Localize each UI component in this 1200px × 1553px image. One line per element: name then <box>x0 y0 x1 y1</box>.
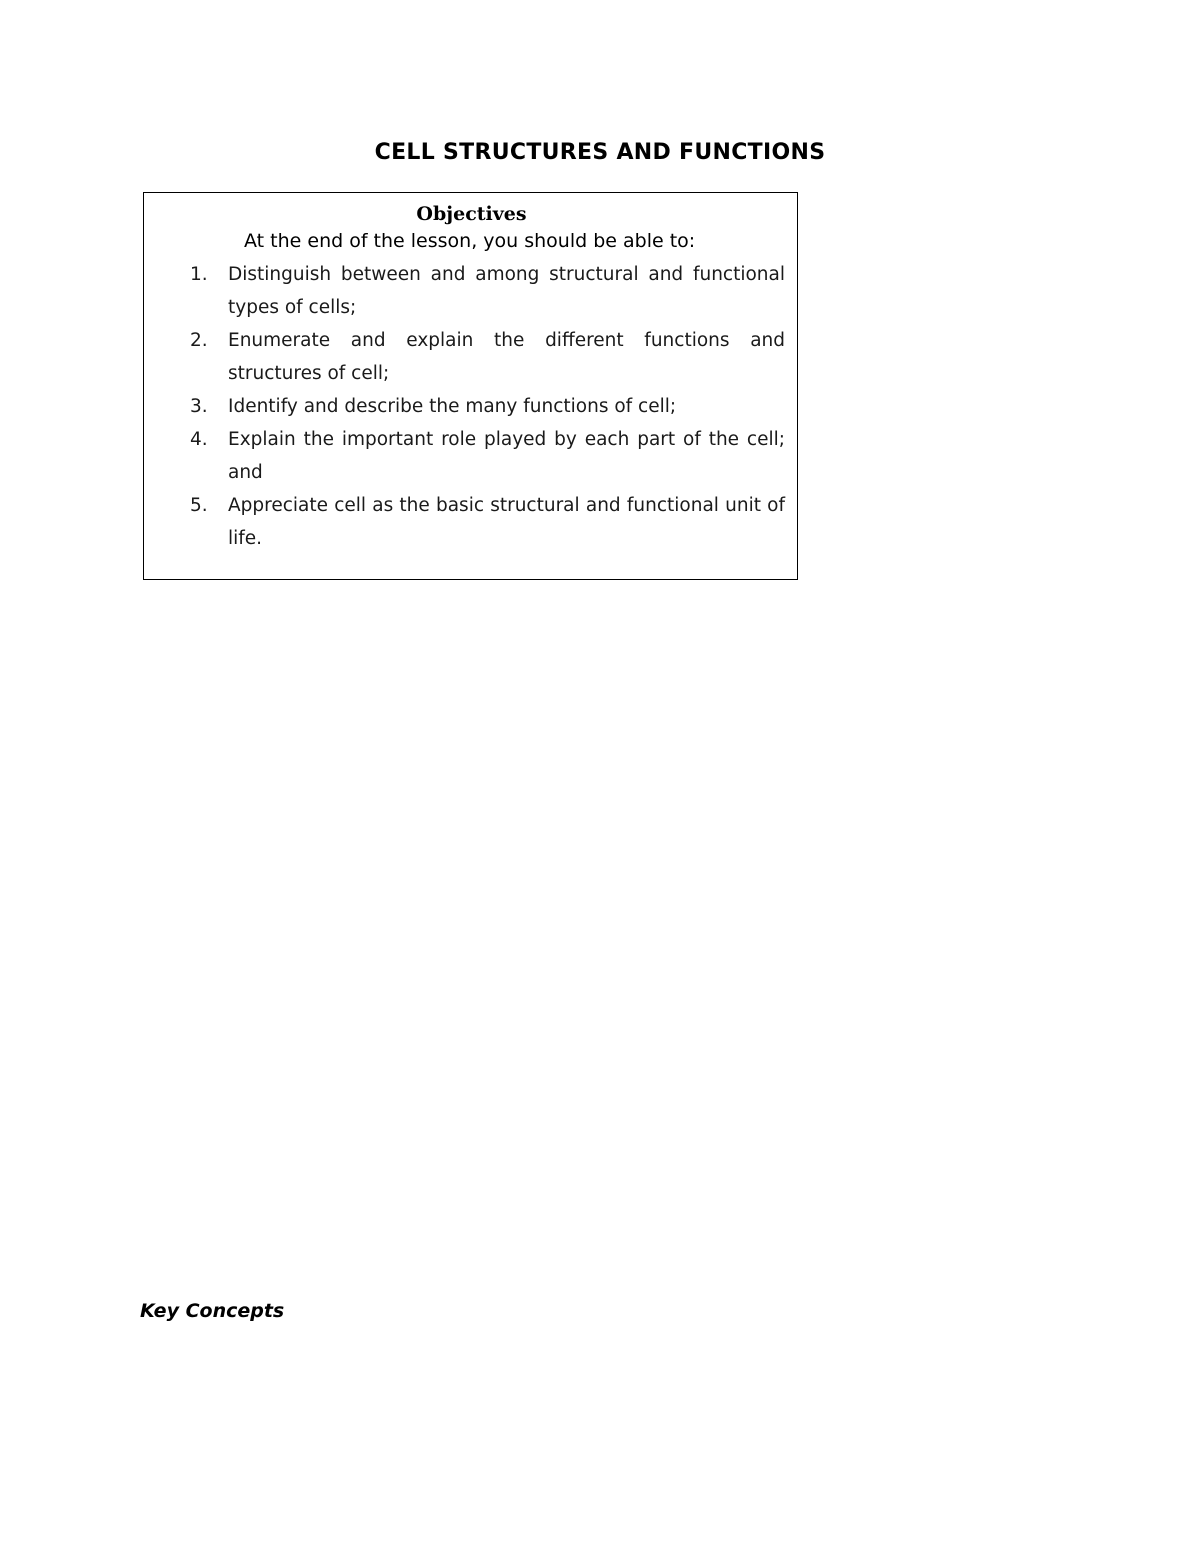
key-concepts-heading: Key Concepts <box>140 1300 285 1322</box>
objective-number: 3. <box>190 396 208 417</box>
objective-number: 2. <box>190 330 208 351</box>
objective-text: Appreciate cell as the basic structural and functional unit of life. <box>228 495 785 549</box>
objective-number: 4. <box>190 429 208 450</box>
objective-text: Explain the important role played by each part of the cell; and <box>228 429 785 483</box>
objectives-heading-text: Objectives <box>416 203 527 225</box>
objectives-heading <box>144 203 799 225</box>
objective-number: 1. <box>190 264 208 285</box>
objective-text: Enumerate and explain the different functions and structures of cell; <box>228 330 785 384</box>
objectives-list <box>190 258 785 555</box>
page-title: CELL STRUCTURES AND FUNCTIONS <box>374 140 826 165</box>
objective-item <box>190 390 785 423</box>
objective-item <box>190 258 785 324</box>
objectives-intro: At the end of the lesson, you should be able to: <box>244 230 696 252</box>
objectives-box <box>143 192 798 580</box>
objective-text: Distinguish between and among structural and functional types of cells; <box>228 264 785 318</box>
objective-item <box>190 423 785 489</box>
objective-number: 5. <box>190 495 208 516</box>
objective-item <box>190 489 785 555</box>
objective-text: Identify and describe the many functions of cell; <box>228 396 677 417</box>
objective-item <box>190 324 785 390</box>
